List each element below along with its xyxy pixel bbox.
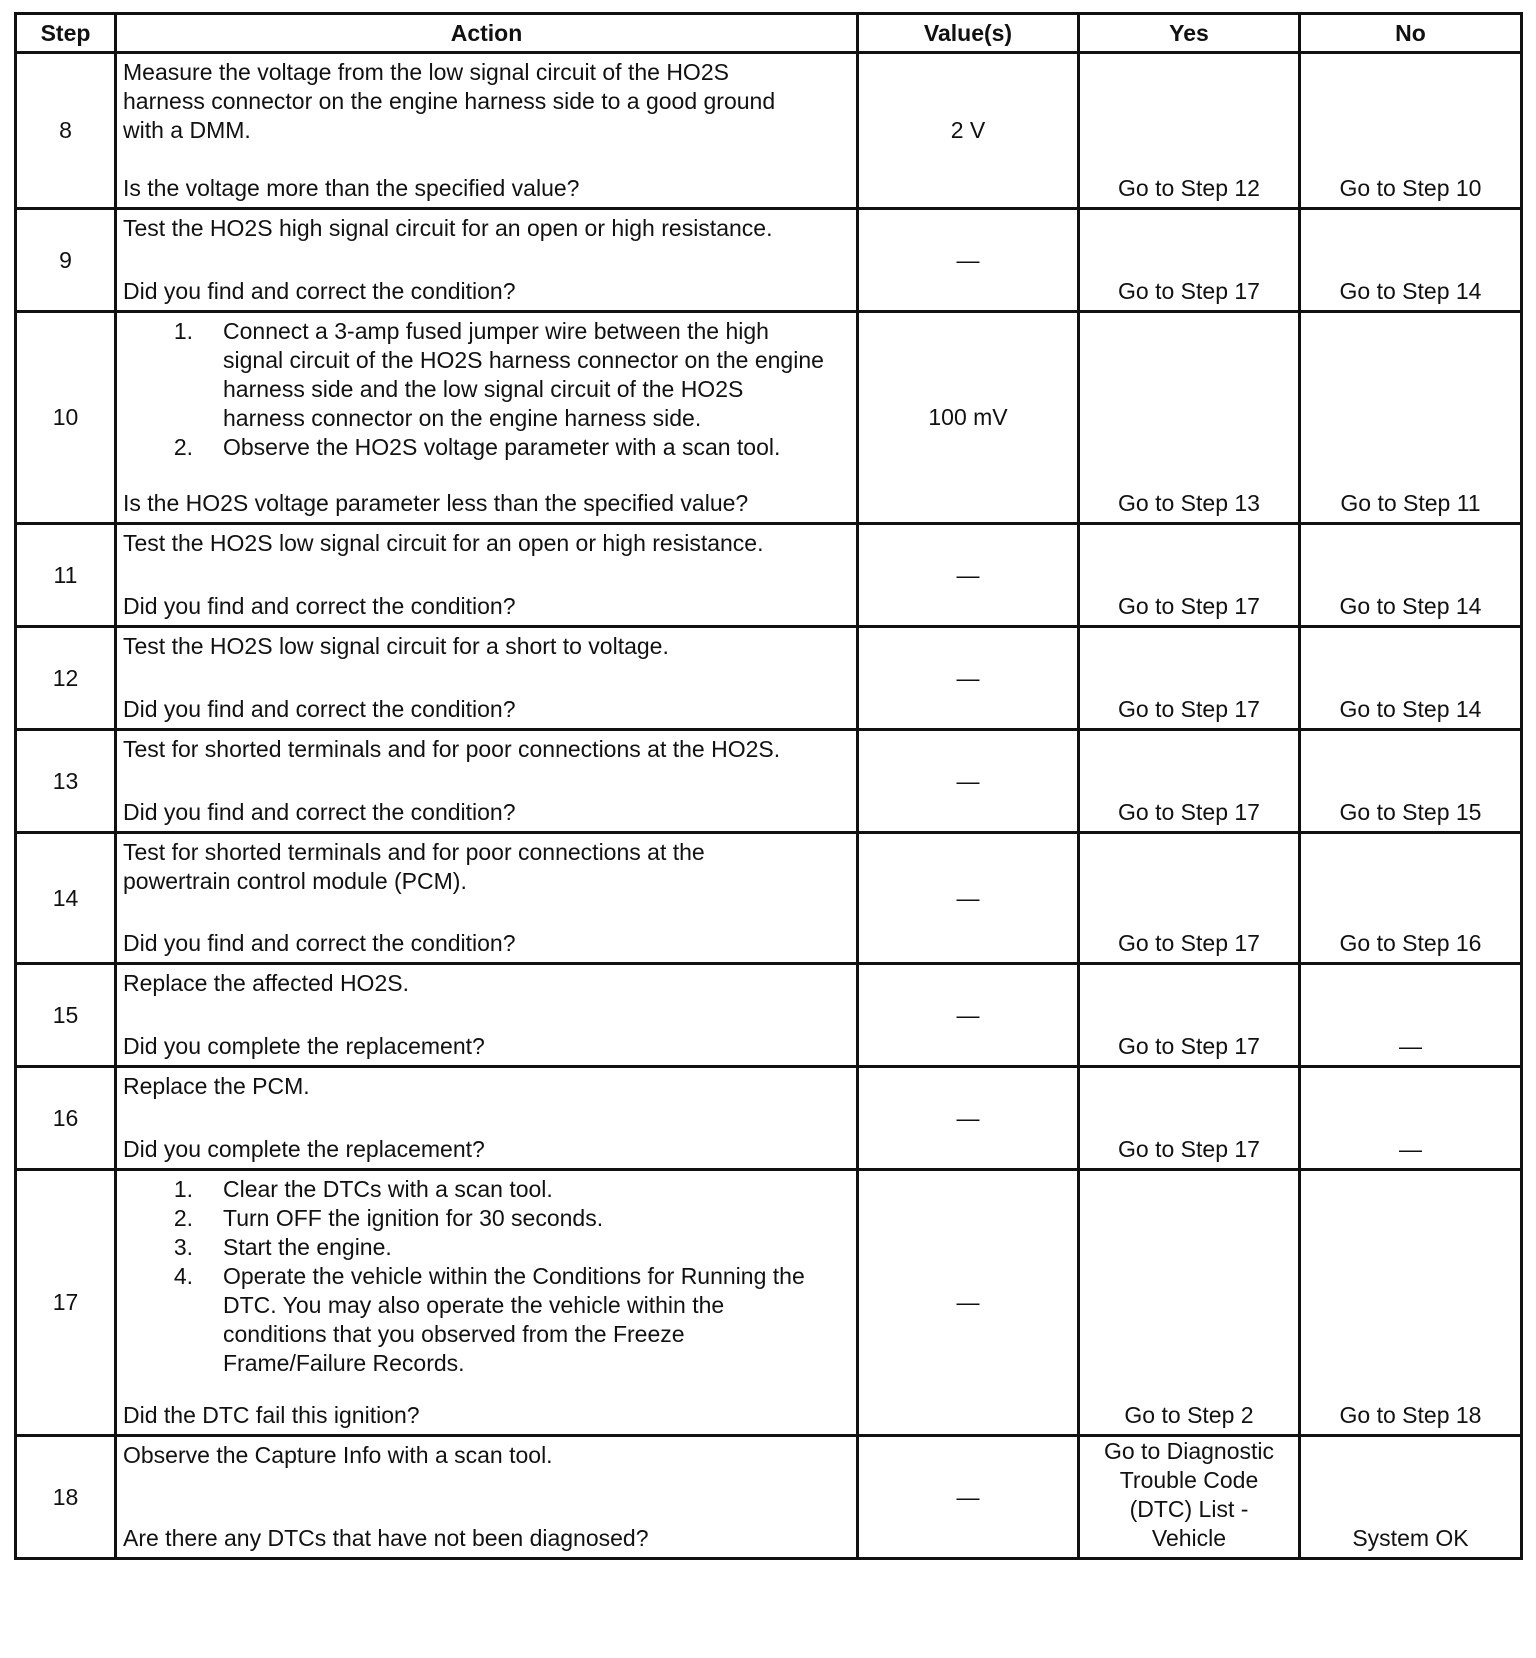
action-cell <box>116 964 858 1067</box>
action-cell <box>116 1436 858 1559</box>
value-cell: — <box>858 627 1079 730</box>
table-row <box>16 1067 1522 1170</box>
action-cell <box>116 1067 858 1170</box>
step-number: 16 <box>16 1067 116 1170</box>
no-result: Go to Step 14 <box>1300 209 1522 312</box>
action-step-text: Start the engine. <box>223 1234 392 1260</box>
action-instruction: Replace the affected HO2S. <box>123 970 409 996</box>
value-cell: — <box>858 209 1079 312</box>
step-number: 10 <box>16 312 116 524</box>
yes-cell <box>1079 312 1300 524</box>
no-result: Go to Step 14 <box>1300 524 1522 627</box>
action-step-item <box>123 1262 850 1378</box>
table-row <box>16 964 1522 1067</box>
table-row <box>16 730 1522 833</box>
yes-result: Go to Step 17 <box>1118 593 1260 619</box>
action-cell <box>116 833 858 964</box>
no-result: Go to Step 15 <box>1300 730 1522 833</box>
yes-result: Go to Step 17 <box>1118 799 1260 825</box>
yes-cell <box>1079 627 1300 730</box>
action-step-item <box>123 433 850 462</box>
action-cell <box>116 627 858 730</box>
action-step-number: 4. <box>173 1263 193 1289</box>
yes-result: Go to Step 17 <box>1118 1136 1260 1162</box>
action-instruction: Observe the Capture Info with a scan tool. <box>123 1442 553 1468</box>
table-row <box>16 627 1522 730</box>
action-instruction: Test for shorted terminals and for poor connections at the HO2S. <box>123 736 781 762</box>
value-cell: 100 mV <box>858 312 1079 524</box>
yes-cell <box>1079 833 1300 964</box>
action-cell <box>116 209 858 312</box>
yes-cell <box>1079 53 1300 209</box>
table-row <box>16 1170 1522 1436</box>
yes-cell <box>1079 1170 1300 1436</box>
header-values: Value(s) <box>858 14 1079 53</box>
yes-cell <box>1079 524 1300 627</box>
yes-result: Go to Step 17 <box>1118 278 1260 304</box>
header-row <box>16 14 1522 53</box>
action-instruction: Replace the PCM. <box>123 1073 310 1099</box>
header-action: Action <box>116 14 858 53</box>
action-question: Did the DTC fail this ignition? <box>123 1402 420 1428</box>
yes-cell <box>1079 964 1300 1067</box>
action-step-text: Connect a 3-amp fused jumper wire between the high signal circuit of the HO2S harness connector on the engine harness side and the low signal circuit of the HO2S harness connector on the engine harness side. <box>223 318 824 431</box>
action-step-number: 2. <box>173 434 193 460</box>
action-step-number: 3. <box>173 1234 193 1260</box>
yes-result: Go to Step 17 <box>1118 1033 1260 1059</box>
action-instruction: Test the HO2S high signal circuit for an open or high resistance. <box>123 215 773 241</box>
action-step-item <box>123 1233 850 1262</box>
action-instruction: Test the HO2S low signal circuit for a short to voltage. <box>123 633 669 659</box>
yes-cell <box>1079 1067 1300 1170</box>
action-steps-list <box>123 317 850 462</box>
no-result: — <box>1300 964 1522 1067</box>
value-cell: — <box>858 833 1079 964</box>
action-step-text: Clear the DTCs with a scan tool. <box>223 1176 553 1202</box>
no-result: — <box>1300 1067 1522 1170</box>
action-step-item <box>123 317 850 433</box>
table-row <box>16 524 1522 627</box>
value-cell: — <box>858 1436 1079 1559</box>
no-result: Go to Step 16 <box>1300 833 1522 964</box>
step-number: 18 <box>16 1436 116 1559</box>
table-row <box>16 209 1522 312</box>
action-step-text: Turn OFF the ignition for 30 seconds. <box>223 1205 604 1231</box>
table-row <box>16 53 1522 209</box>
yes-result: Go to Step 17 <box>1118 930 1260 956</box>
no-result: Go to Step 10 <box>1300 53 1522 209</box>
yes-cell <box>1079 730 1300 833</box>
step-number: 15 <box>16 964 116 1067</box>
action-question: Did you complete the replacement? <box>123 1136 485 1162</box>
yes-result: Go to Step 12 <box>1118 175 1260 201</box>
action-instruction: Test for shorted terminals and for poor connections at the powertrain control module (PCM). <box>123 839 705 894</box>
action-question: Did you complete the replacement? <box>123 1033 485 1059</box>
yes-result: Go to Step 2 <box>1124 1402 1254 1428</box>
action-question: Is the HO2S voltage parameter less than the specified value? <box>123 490 749 516</box>
action-question: Is the voltage more than the specified value? <box>123 175 580 201</box>
step-number: 8 <box>16 53 116 209</box>
action-step-text: Observe the HO2S voltage parameter with a scan tool. <box>223 434 781 460</box>
value-cell: — <box>858 730 1079 833</box>
action-cell <box>116 1170 858 1436</box>
action-question: Did you find and correct the condition? <box>123 593 516 619</box>
action-cell <box>116 730 858 833</box>
header-yes: Yes <box>1079 14 1300 53</box>
action-step-number: 1. <box>173 1176 193 1202</box>
value-cell: — <box>858 1170 1079 1436</box>
table-row <box>16 833 1522 964</box>
action-cell <box>116 312 858 524</box>
action-question: Are there any DTCs that have not been diagnosed? <box>123 1525 649 1551</box>
yes-result: Go to Step 17 <box>1118 696 1260 722</box>
no-result: Go to Step 14 <box>1300 627 1522 730</box>
step-number: 9 <box>16 209 116 312</box>
table-row <box>16 1436 1522 1559</box>
action-step-item <box>123 1204 850 1233</box>
action-instruction: Measure the voltage from the low signal circuit of the HO2S harness connector on the engine harness side to a good ground with a DMM. <box>123 59 776 143</box>
action-question: Did you find and correct the condition? <box>123 799 516 825</box>
action-question: Did you find and correct the condition? <box>123 930 516 956</box>
step-number: 14 <box>16 833 116 964</box>
value-cell: 2 V <box>858 53 1079 209</box>
action-question: Did you find and correct the condition? <box>123 278 516 304</box>
action-instruction: Test the HO2S low signal circuit for an open or high resistance. <box>123 530 764 556</box>
action-step-number: 1. <box>173 318 193 344</box>
no-result: System OK <box>1300 1436 1522 1559</box>
header-step: Step <box>16 14 116 53</box>
header-no: No <box>1300 14 1522 53</box>
action-steps-list <box>123 1175 850 1378</box>
value-cell: — <box>858 964 1079 1067</box>
step-number: 17 <box>16 1170 116 1436</box>
yes-result: Go to Diagnostic Trouble Code (DTC) List - Vehicle <box>1103 1438 1275 1551</box>
action-cell <box>116 524 858 627</box>
value-cell: — <box>858 524 1079 627</box>
step-number: 11 <box>16 524 116 627</box>
step-number: 12 <box>16 627 116 730</box>
action-step-item <box>123 1175 850 1204</box>
yes-result: Go to Step 13 <box>1118 490 1260 516</box>
step-number: 13 <box>16 730 116 833</box>
diagnostic-table <box>14 12 1523 1560</box>
action-step-text: Operate the vehicle within the Conditions for Running the DTC. You may also operate the vehicle within the conditions that you observed from the Freeze Frame/Failure Records. <box>223 1263 805 1376</box>
value-cell: — <box>858 1067 1079 1170</box>
yes-cell <box>1079 209 1300 312</box>
action-question: Did you find and correct the condition? <box>123 696 516 722</box>
no-result: Go to Step 18 <box>1300 1170 1522 1436</box>
no-result: Go to Step 11 <box>1300 312 1522 524</box>
action-cell <box>116 53 858 209</box>
table-row <box>16 312 1522 524</box>
yes-cell <box>1079 1436 1300 1559</box>
action-step-number: 2. <box>173 1205 193 1231</box>
